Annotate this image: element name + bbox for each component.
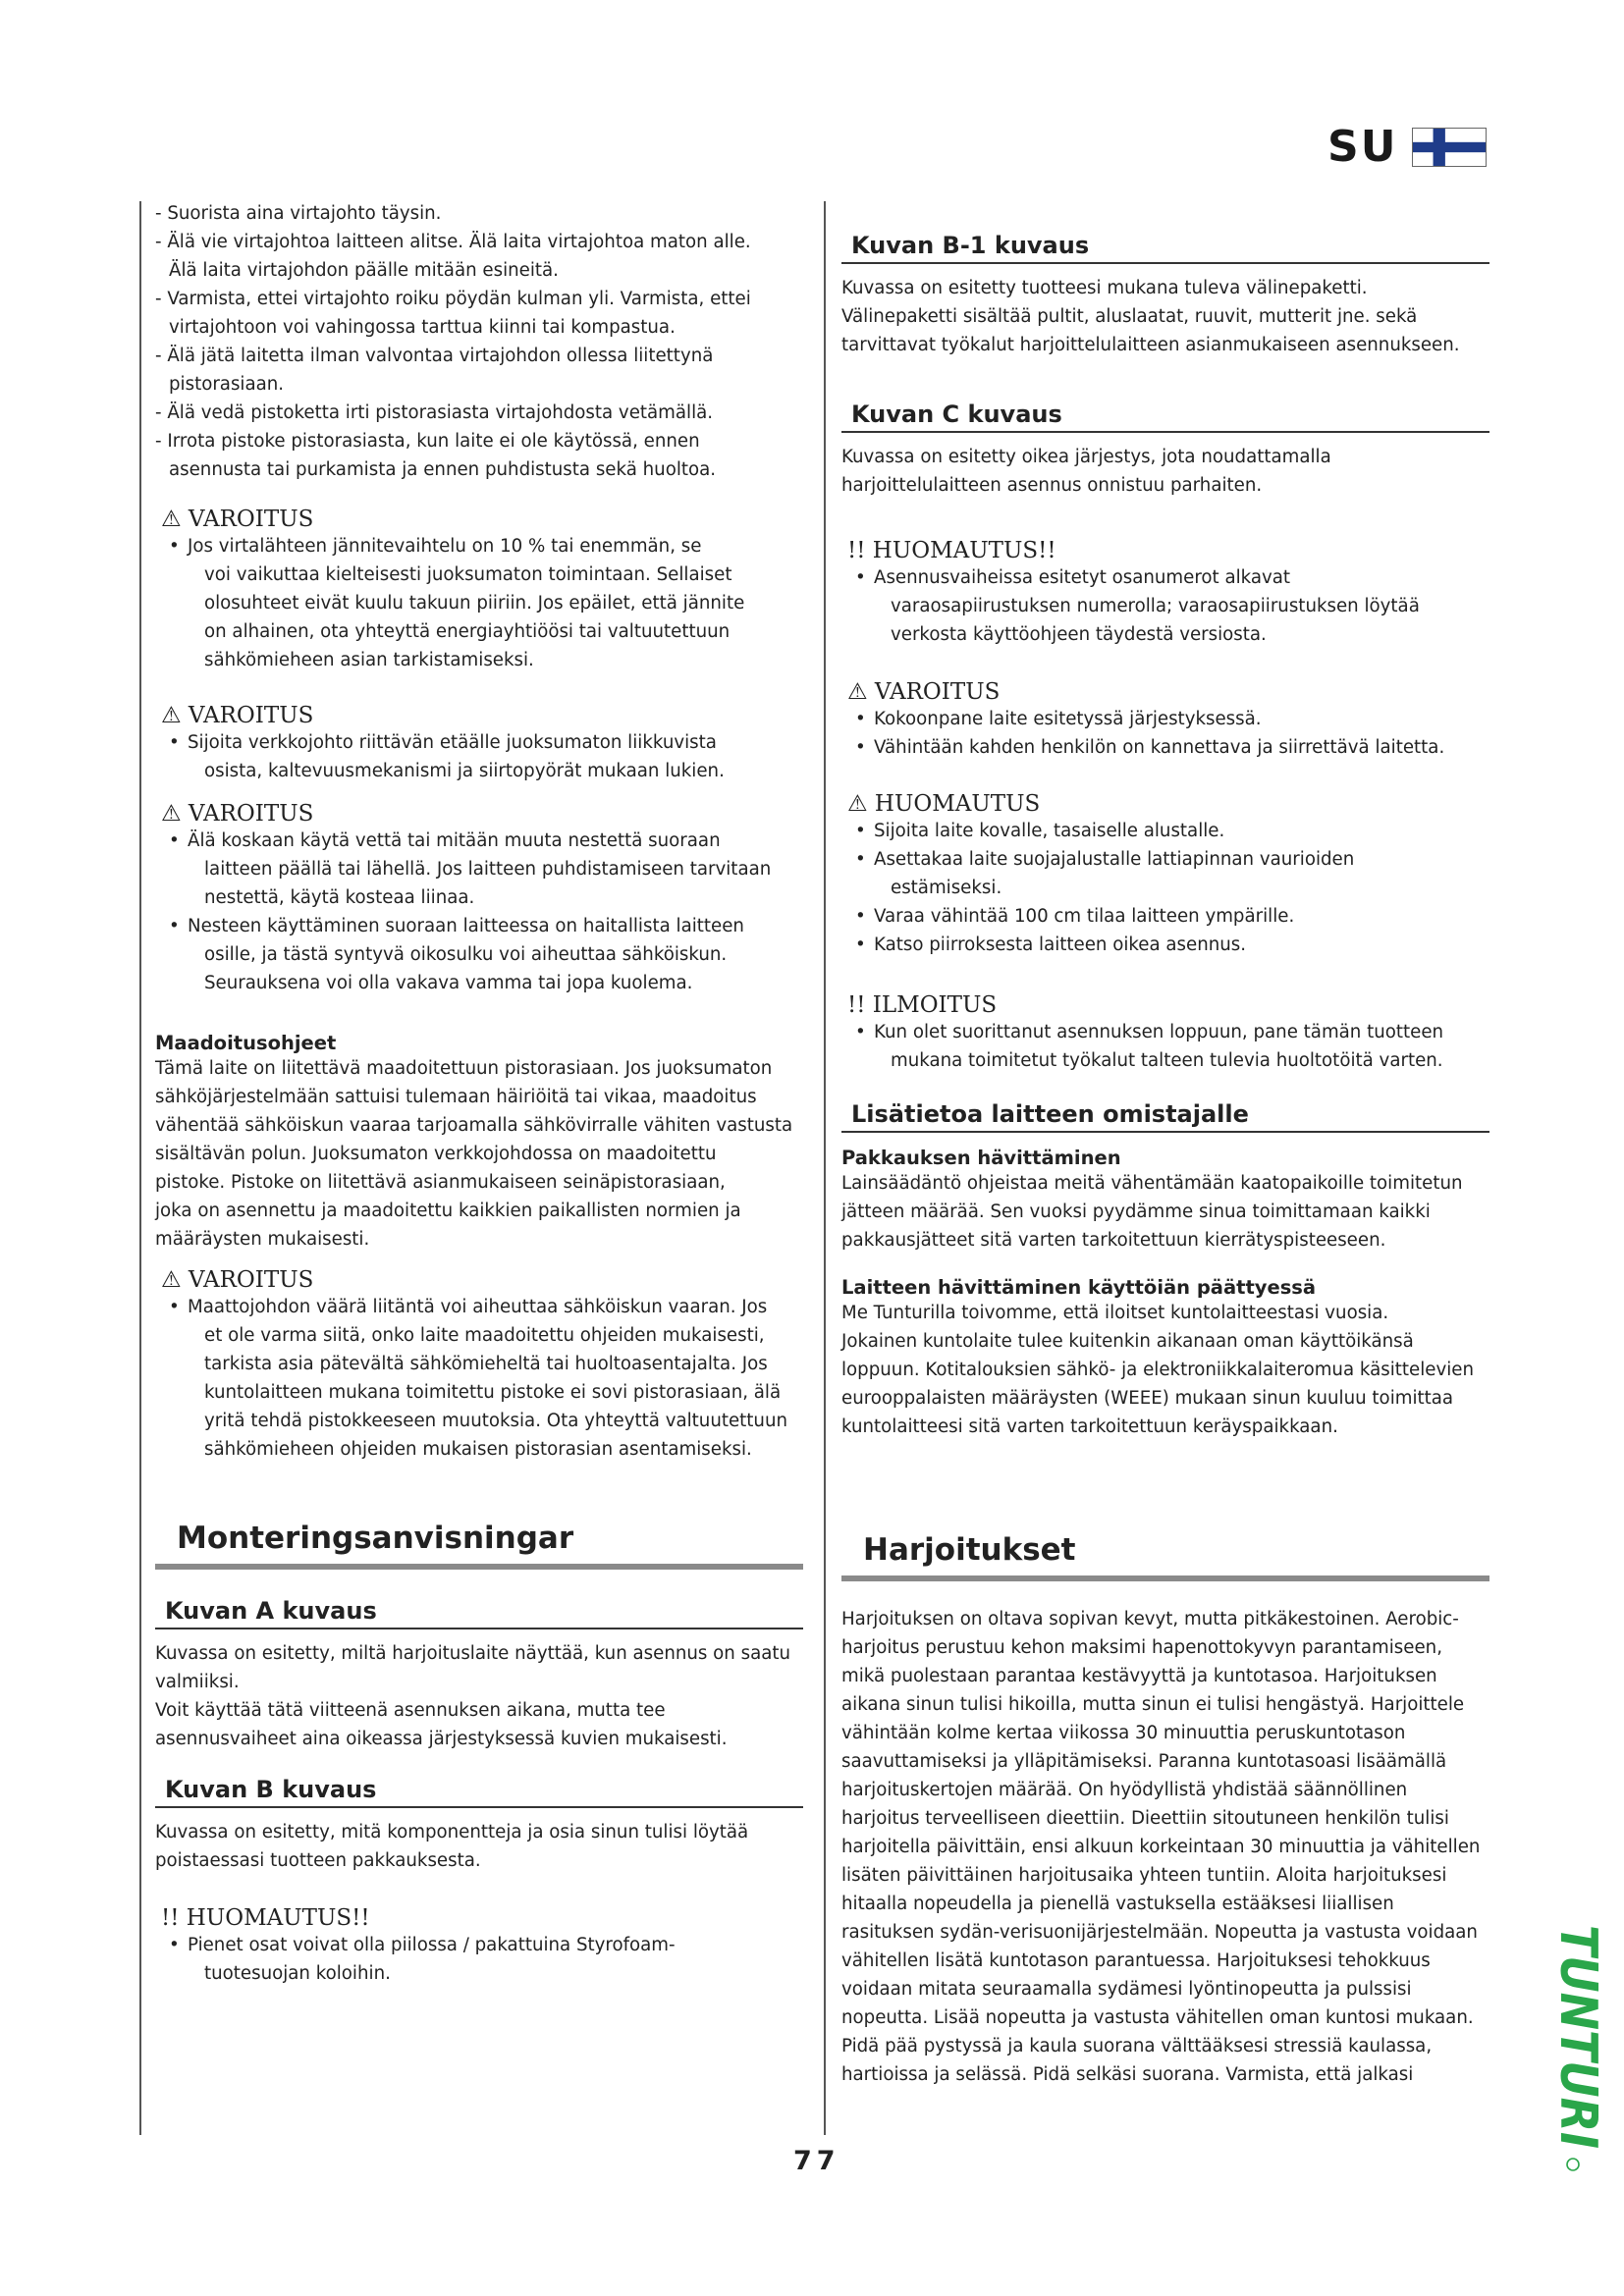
intro-item-cont: asennusta tai purkamista ja ennen puhdistusta sekä huoltoa.: [169, 459, 717, 480]
bullet-text: on alhainen, ota yhteyttä energiayhtiöösi tai valtuutettuun: [204, 621, 731, 642]
text-line: Kuvassa on esitetty tuotteesi mukana tuleva välinepaketti.: [841, 278, 1368, 298]
bullet-text: Katso piirroksesta laitteen oikea asennus.: [874, 934, 1247, 955]
owner-info-heading: Lisätietoa laitteen omistajalle: [841, 1100, 1489, 1133]
figure-a-text: [155, 1639, 803, 1753]
bullet-text: Vähintään kahden henkilön on kannettava ja siirrettävä laitetta.: [874, 737, 1445, 758]
text-line: Kuvassa on esitetty, mitä komponentteja ja osia sinun tulisi löytää: [155, 1822, 749, 1842]
text-line: eurooppalaisten määräysten (WEEE) mukaan sinun kuuluu toimittaa: [841, 1388, 1454, 1409]
notice-block: [841, 992, 1489, 1100]
tunturi-logo-text: TUNTURI: [1548, 1925, 1607, 2179]
language-code: SU: [1327, 122, 1398, 172]
bullet-text: tarkista asia pätevältä sähkömieheltä tai huoltoasentajalta. Jos: [204, 1354, 768, 1374]
owner-info-section: [841, 1100, 1489, 1532]
figure-b-section: [155, 1776, 803, 1894]
text-line: kuntolaitteesi sitä varten tarkoitettuun keräyspaikkaan.: [841, 1416, 1338, 1437]
figure-b1-text: [841, 274, 1489, 359]
bullet-text: laitteen päällä tai lähellä. Jos laitteen puhdistamiseen tarvitaan: [204, 859, 772, 880]
bullet-text: Nesteen käyttäminen suoraan laitteessa on haitallista laitteen: [188, 916, 744, 936]
warning-title: ⚠ VAROITUS: [161, 1267, 314, 1293]
bullet-text: Jos virtalähteen jännitevaihtelu on 10 % tai enemmän, se: [188, 536, 702, 557]
bullet-text: sähkömieheen asian tarkistamiseksi.: [204, 650, 534, 670]
intro-item-cont: virtajohtoon voi vahingossa tarttua kiinni tai kompastua.: [169, 317, 676, 338]
bullet-text: Varaa vähintää 100 cm tilaa laitteen ympärille.: [874, 906, 1295, 927]
bullet-item: [155, 912, 803, 997]
text-line: sisältävän polun. Juoksumaton verkkojohdossa on maadoitettu: [155, 1144, 717, 1164]
bullet-text: osille, ja tästä syntyvä oikosulku voi aiheuttaa sähköiskun.: [204, 944, 728, 965]
text-line: Pidä pää pystyssä ja kaula suorana välttääksesi stressiä kaulassa,: [841, 2036, 1433, 2056]
text-line: aikana sinun tulisi hikoilla, mutta sinun ei tulisi hengästyä. Harjoittele: [841, 1694, 1465, 1715]
grounding-heading: Maadoitusohjeet: [155, 1032, 337, 1054]
text-line: harjoitus perustuu kehon maksimi hapenottokyvyn parantamiseen,: [841, 1637, 1442, 1658]
intro-item: - Irrota pistoke pistorasiasta, kun laite ei ole käytössä, ennen: [155, 431, 700, 452]
figure-c-section: [841, 400, 1489, 522]
figure-b1-section: [841, 232, 1489, 400]
disposal-text: [841, 1299, 1489, 1441]
bullet-text: Sijoita laite kovalle, tasaiselle alustalle.: [874, 821, 1225, 841]
bullet-text: tuotesuojan koloihin.: [204, 1963, 391, 1984]
finland-flag-icon: [1412, 128, 1487, 167]
warning-block-3: [155, 801, 803, 1032]
bullet-text: Seurauksena voi olla vakava vamma tai jopa kuolema.: [204, 973, 693, 993]
exercise-text: [841, 1605, 1489, 2089]
bullet-text: Sijoita verkkojohto riittävän etäälle juoksumaton liikkuvista: [188, 732, 717, 753]
figure-a-heading: Kuvan A kuvaus: [155, 1597, 803, 1629]
attention-block: [841, 791, 1489, 992]
bullet-item: [841, 817, 1489, 845]
bullet-text: mukana toimitetut työkalut talteen tulevia huoltotöitä varten.: [891, 1050, 1443, 1071]
bullet-text: kuntolaitteen mukana toimitettu pistoke ei sovi pistorasiaan, älä: [204, 1382, 782, 1403]
warning-block-1: [155, 507, 803, 703]
bullet-item: [841, 845, 1489, 902]
text-line: loppuun. Kotitalouksien sähkö- ja elektroniikkalaiteromua käsittelevien: [841, 1360, 1474, 1380]
note-title: !! HUOMAUTUS!!: [847, 538, 1056, 563]
bullet-text: sähkömieheen ohjeiden mukaisen pistorasian asentamiseksi.: [204, 1439, 752, 1460]
bullet-item: [841, 902, 1489, 931]
bullet-text: olosuhteet eivät kuulu takuun piiriin. Jos epäilet, että jännite: [204, 593, 745, 614]
text-line: vähentää sähköiskun vaaraa tarjoamalla sähkövirralle vähiten vastusta: [155, 1115, 793, 1136]
text-line: Voit käyttää tätä viitteenä asennuksen aikana, mutta tee: [155, 1700, 666, 1721]
text-line: Kuvassa on esitetty oikea järjestys, jota noudattamalla: [841, 447, 1331, 467]
text-line: pistoke. Pistoke on liitettävä asianmukaiseen seinäpistorasiaan,: [155, 1172, 726, 1193]
text-line: Tämä laite on liitettävä maadoitettuun pistorasiaan. Jos juoksumaton: [155, 1058, 773, 1079]
bullet-text: Kokoonpane laite esitetyssä järjestyksessä.: [874, 709, 1262, 729]
text-line: harjoituskertojen määrää. On hyödyllistä yhdistää säännöllinen: [841, 1780, 1408, 1800]
text-line: hartioissa ja selässä. Pidä selkäsi suorana. Varmista, että jalkasi: [841, 2064, 1414, 2085]
text-line: hitaalla nopeudella ja pienellä vastuksella estääksesi liiallisen: [841, 1894, 1394, 1914]
text-line: sähköjärjestelmään sattuisi tulemaan häiriöitä tai vikaa, maadoitus: [155, 1087, 757, 1107]
text-line: Välinepaketti sisältää pultit, aluslaatat, ruuvit, mutterit jne. sekä: [841, 306, 1418, 327]
figure-c-text: [841, 443, 1489, 500]
figure-b-heading: Kuvan B kuvaus: [155, 1776, 803, 1808]
note-block-1: [155, 1905, 803, 1988]
text-line: Harjoituksen on oltava sopivan kevyt, mutta pitkäkestoinen. Aerobic-: [841, 1609, 1459, 1629]
intro-item-cont: Älä laita virtajohdon päälle mitään esineitä.: [169, 260, 559, 281]
warning-title: ⚠ VAROITUS: [161, 507, 314, 532]
warning-block-2: [155, 703, 803, 801]
text-line: Me Tunturilla toivomme, että iloitset kuntolaitteestasi vuosia.: [841, 1303, 1389, 1323]
grounding-section: [155, 1032, 803, 1267]
packaging-text: [841, 1169, 1489, 1255]
assembly-heading: Monteringsanvisningar: [155, 1521, 803, 1570]
bullet-text: Pienet osat voivat olla piilossa / pakattuina Styrofoam-: [188, 1935, 676, 1955]
left-column-rule: [139, 201, 141, 2135]
bullet-text: Älä koskaan käytä vettä tai mitään muuta nestettä suoraan: [188, 830, 721, 851]
text-line: rasituksen sydän-verisuonijärjestelmään. Nopeutta ja vastusta voidaan: [841, 1922, 1478, 1943]
text-line: asennusvaiheet aina oikeassa järjestyksessä kuvien mukaisesti.: [155, 1729, 728, 1749]
intro-item: - Älä vie virtajohtoa laitteen alitse. Älä laita virtajohtoa maton alle.: [155, 232, 751, 252]
figure-c-heading: Kuvan C kuvaus: [841, 400, 1489, 433]
bullet-item: [841, 733, 1489, 762]
text-line: saavuttamiseksi ja ylläpitämiseksi. Paranna kuntotasoasi lisäämällä: [841, 1751, 1447, 1772]
bullet-text: verkosta käyttöohjeen täydestä versiosta.: [891, 624, 1267, 645]
figure-b1-heading: Kuvan B-1 kuvaus: [841, 232, 1489, 264]
registered-mark-icon: [1567, 2159, 1579, 2170]
text-line: lisäten päivittäinen harjoitusaika yhteen tuntiin. Aloita harjoituksesi: [841, 1865, 1447, 1886]
text-line: valmiiksi.: [155, 1672, 240, 1692]
bullet-text: osista, kaltevuusmekanismi ja siirtopyörät mukaan lukien.: [204, 761, 725, 781]
disposal-heading: Laitteen hävittäminen käyttöiän päättyessä: [841, 1276, 1317, 1299]
text-line: vähintään kolme kertaa viikossa 30 minuuttia peruskuntotason: [841, 1723, 1406, 1743]
notice-title: !! ILMOITUS: [847, 992, 998, 1018]
intro-item: - Älä vedä pistoketta irti pistorasiasta virtajohdosta vetämällä.: [155, 402, 714, 423]
intro-list: [155, 199, 803, 489]
bullet-item: [841, 705, 1489, 733]
page-number: 77: [793, 2146, 840, 2176]
intro-item: - Suorista aina virtajohto täysin.: [155, 203, 442, 224]
bullet-text: yritä tehdä pistokkeeseen muutoksia. Ota yhteyttä valtuutettuun: [204, 1411, 788, 1431]
bullet-text: et ole varma siitä, onko laite maadoitettu ohjeiden mukaisesti,: [204, 1325, 765, 1346]
bullet-item: [155, 1293, 803, 1464]
figure-a-section: [155, 1597, 803, 1776]
text-line: nopeutta. Lisää nopeutta ja vastusta vähitellen oman kuntosi mukaan.: [841, 2007, 1474, 2028]
text-line: harjoitus terveelliseen dieettiin. Dieettiin sitoutuneen henkilön tulisi: [841, 1808, 1449, 1829]
warning-title: ⚠ VAROITUS: [847, 679, 1001, 705]
text-line: vähitellen lisätä kuntotason parantuessa. Harjoituksesi tehokkuus: [841, 1950, 1431, 1971]
text-line: jätteen määrää. Sen vuoksi pyydämme sinua toimittamaan kaikki: [841, 1201, 1431, 1222]
bullet-item: [841, 563, 1489, 649]
bullet-text: voi vaikuttaa kielteisesti juoksumaton toimintaan. Sellaiset: [204, 564, 732, 585]
note-block-2: [841, 538, 1489, 679]
right-column: [841, 232, 1489, 2089]
warning-title: ⚠ VAROITUS: [161, 801, 314, 827]
tunturi-logo: [1504, 1919, 1607, 2179]
text-line: joka on asennettu ja maadoitettu kaikkien paikallisten normien ja: [155, 1201, 741, 1221]
bullet-text: Maattojohdon väärä liitäntä voi aiheuttaa sähköiskun vaaran. Jos: [188, 1297, 768, 1317]
exercise-heading: Harjoitukset: [841, 1532, 1489, 1581]
bullet-text: Kun olet suorittanut asennuksen loppuun, pane tämän tuotteen: [874, 1022, 1444, 1042]
bullet-text: varaosapiirustuksen numerolla; varaosapiirustuksen löytää: [891, 596, 1420, 616]
bullet-item: [841, 1018, 1489, 1075]
text-line: harjoittelulaitteen asennus onnistuu parhaiten.: [841, 475, 1263, 496]
bullet-item: [155, 827, 803, 912]
note-title: !! HUOMAUTUS!!: [161, 1905, 370, 1931]
figure-b-text: [155, 1818, 803, 1875]
text-line: Lainsäädäntö ohjeistaa meitä vähentämään kaatopaikoille toimitetun: [841, 1173, 1463, 1194]
text-line: poistaessasi tuotteen pakkauksesta.: [155, 1850, 481, 1871]
bullet-item: [155, 532, 803, 674]
text-line: Jokainen kuntolaite tulee kuitenkin aikanaan oman käyttöikänsä: [841, 1331, 1414, 1352]
intro-item: - Varmista, ettei virtajohto roiku pöydän kulman yli. Varmista, ettei: [155, 289, 751, 309]
packaging-heading: Pakkauksen hävittäminen: [841, 1147, 1121, 1169]
right-column-rule: [824, 201, 826, 2135]
text-line: voidaan mitata seuraamalla sydämesi lyöntinopeutta ja pulssisi: [841, 1979, 1412, 2000]
left-column: [155, 199, 803, 1988]
bullet-text: nestettä, käytä kosteaa liinaa.: [204, 887, 475, 908]
bullet-text: Asennusvaiheissa esitetyt osanumerot alkavat: [874, 567, 1291, 588]
grounding-text: [155, 1054, 803, 1254]
warning-block-4: [155, 1267, 803, 1483]
text-line: Kuvassa on esitetty, miltä harjoituslaite näyttää, kun asennus on saatu: [155, 1643, 791, 1664]
text-line: määräysten mukaisesti.: [155, 1229, 370, 1250]
bullet-item: [841, 931, 1489, 959]
intro-item: - Älä jätä laitetta ilman valvontaa virtajohdon ollessa liitettynä: [155, 346, 714, 366]
attention-title: ⚠ HUOMAUTUS: [847, 791, 1041, 817]
bullet-item: [155, 1931, 803, 1988]
warning-title: ⚠ VAROITUS: [161, 703, 314, 728]
intro-item-cont: pistorasiaan.: [169, 374, 285, 395]
bullet-item: [155, 728, 803, 785]
bullet-text: estämiseksi.: [891, 878, 1002, 898]
text-line: harjoitella päivittäin, ensi alkuun korkeintaan 30 minuuttia ja vähitellen: [841, 1837, 1481, 1857]
text-line: pakkausjätteet sitä varten tarkoitettuun kierrätyspisteeseen.: [841, 1230, 1386, 1251]
bullet-text: Asettakaa laite suojajalustalle lattiapinnan vaurioiden: [874, 849, 1355, 870]
warning-block-5: [841, 679, 1489, 791]
text-line: tarvittavat työkalut harjoittelulaitteen asianmukaiseen asennukseen.: [841, 335, 1460, 355]
text-line: mikä puolestaan parantaa kestävyyttä ja kuntotasoa. Harjoituksen: [841, 1666, 1437, 1686]
